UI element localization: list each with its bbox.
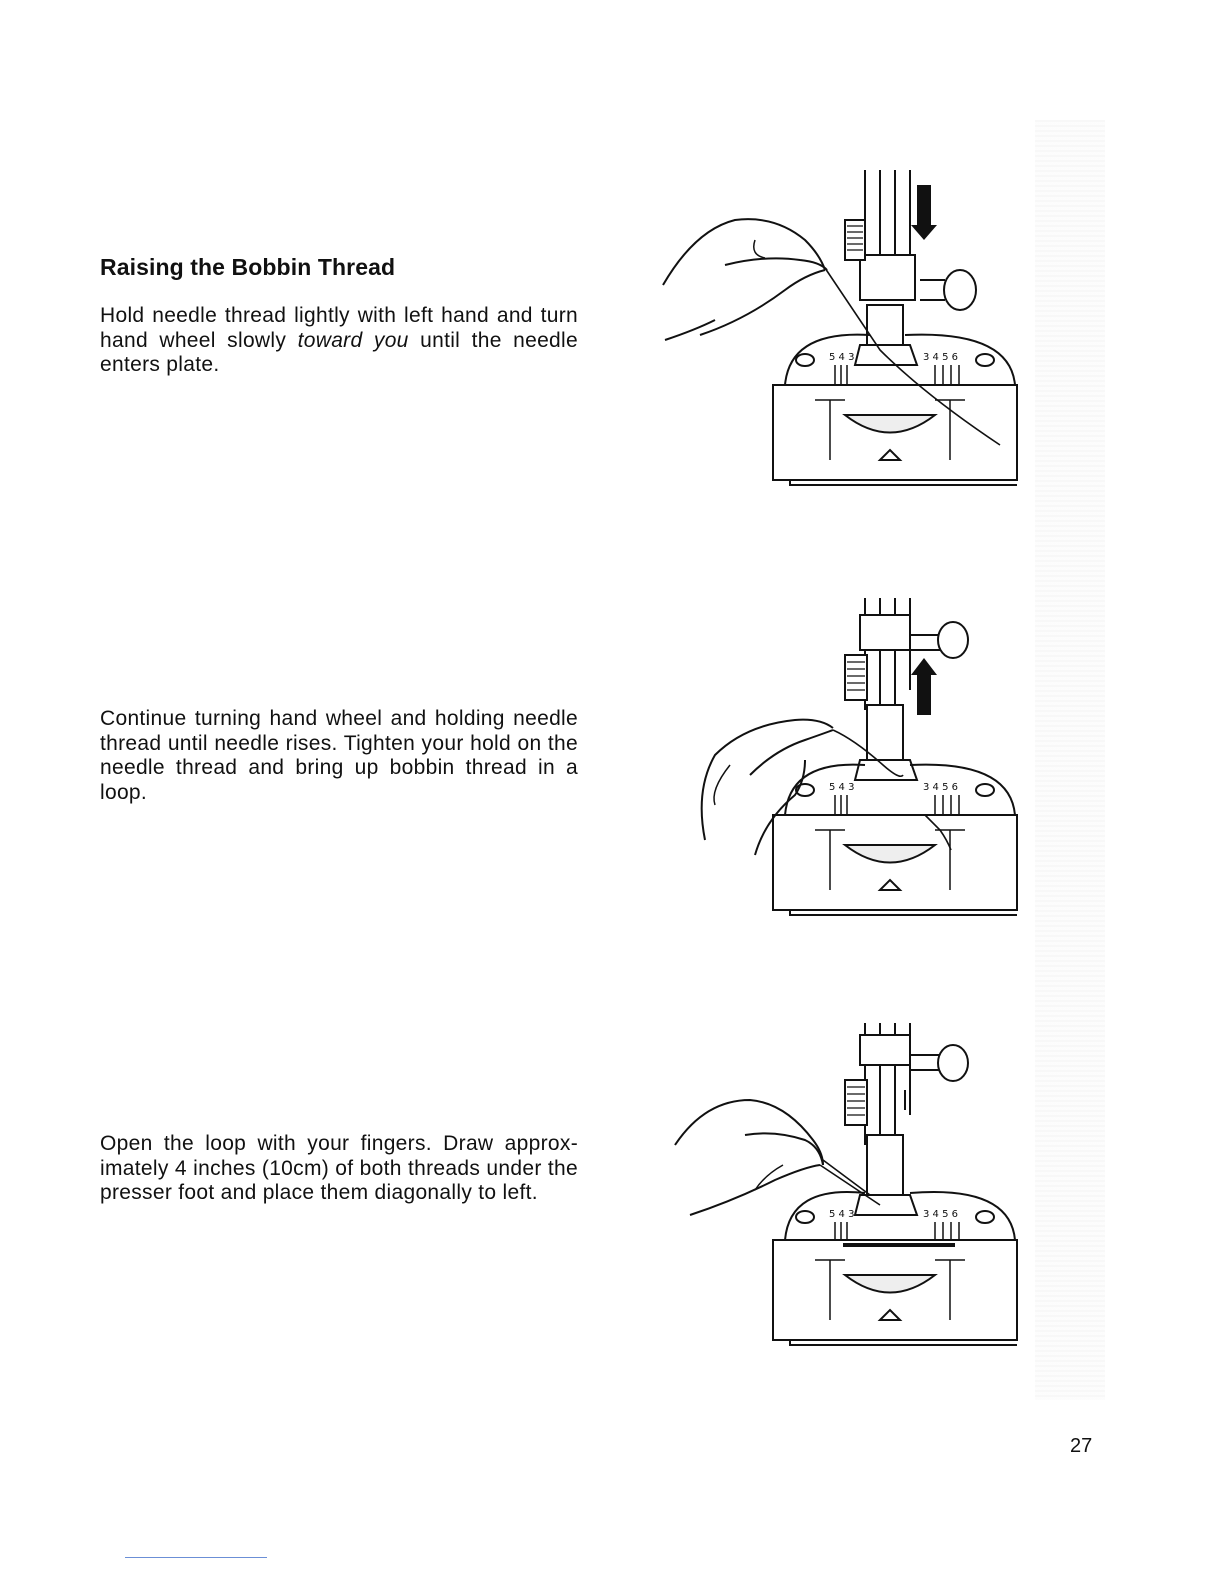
footer-rule	[125, 1557, 267, 1558]
step-3-text: Open the loop with your fingers. Draw approx-imately 4 inches (10cm) of both threads under the presser foot and place them diagonally to left.	[100, 1132, 578, 1204]
scan-edge-texture	[1035, 120, 1105, 1400]
figure-needle-lowering	[655, 160, 1035, 500]
step-2-text: Continue turning hand wheel and holding needle thread until needle rises. Tighten your hold on the needle thread and bring up bobbin thread in a loop.	[100, 707, 578, 804]
plate-marks-left: 5 4 3	[829, 352, 855, 363]
step-1-emphasis: toward you	[297, 328, 409, 352]
plate-marks-left: 5 4 3	[829, 1209, 855, 1220]
page-number: 27	[1070, 1435, 1093, 1457]
arrow-up-icon	[911, 658, 937, 715]
figure-needle-rising	[655, 590, 1035, 930]
plate-marks-left: 5 4 3	[829, 782, 855, 793]
figure-threads-under-foot	[655, 1015, 1035, 1355]
section-heading: Raising the Bobbin Thread	[100, 254, 396, 280]
plate-marks-right: 3 4 5 6	[923, 352, 958, 363]
plate-marks-right: 3 4 5 6	[923, 782, 958, 793]
arrow-down-icon	[911, 185, 937, 240]
plate-marks-right: 3 4 5 6	[923, 1209, 958, 1220]
step-1-text: Hold needle thread lightly with left hand and turn hand wheel slowly toward you until the needle enters plate.	[100, 304, 578, 376]
